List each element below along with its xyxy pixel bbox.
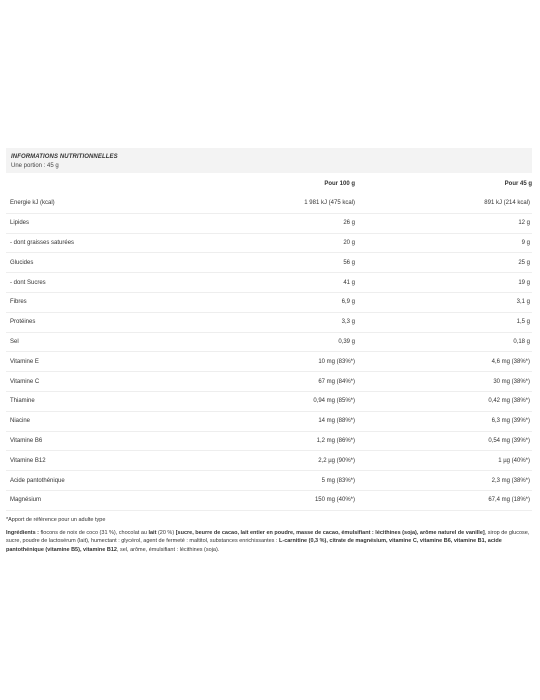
table-row — [6, 213, 532, 233]
portion-size: Une portion : 45 g — [11, 163, 59, 169]
table-row — [6, 332, 532, 352]
table-row — [6, 253, 532, 273]
ingredient-bold-segment: L-carnitine (0,3 %), citrate de magnésium, vitamine C, vitamine B6, vitamine B1, acide pantothénique (vitamine B5), vitamine B12 — [6, 538, 502, 553]
value-per-45g: 0,42 mg (38%*) — [355, 391, 532, 411]
table-row — [6, 471, 532, 491]
table-row — [6, 391, 532, 411]
value-per-45g: 9 g — [355, 233, 532, 253]
nutrition-panel — [6, 148, 532, 554]
value-per-45g: 4,6 mg (38%*) — [355, 352, 532, 372]
table-row — [6, 451, 532, 471]
value-per-45g: 2,3 mg (38%*) — [355, 471, 532, 491]
ingredient-segment: (20 %) — [156, 529, 176, 536]
value-per-100g: 0,39 g — [240, 332, 355, 352]
ingredient-segment: , sirop de glucose, sucre, poudre de lactosérum (lait), humectant : glycérol, agent de fermeté : maltitol, substances enrichissantes : — [6, 529, 530, 545]
nutrition-title: INFORMATIONS NUTRITIONNELLES — [11, 154, 118, 160]
ingredient-segment: flocons de noix de coco (31 %), chocolat au — [39, 529, 149, 536]
value-per-45g: 25 g — [355, 253, 532, 273]
ingredient-bold-segment: lait — [148, 529, 157, 536]
value-per-45g: 12 g — [355, 213, 532, 233]
value-per-100g: 14 mg (88%*) — [240, 411, 355, 431]
ingredient-segment: , sel, arôme, émulsifiant : lécithines (soja). — [116, 546, 220, 553]
label-column-header — [6, 173, 240, 194]
ingredients-list — [6, 529, 532, 555]
nutrient-label: Vitamine E — [6, 352, 240, 372]
value-per-100g: 10 mg (83%*) — [240, 352, 355, 372]
nutrient-label: Vitamine B6 — [6, 431, 240, 451]
table-row — [6, 312, 532, 332]
value-per-100g: 20 g — [240, 233, 355, 253]
nutrient-label: Thiamine — [6, 391, 240, 411]
table-row — [6, 352, 532, 372]
value-per-100g: 150 mg (40%*) — [240, 490, 355, 510]
value-per-100g: 2,2 µg (90%*) — [240, 451, 355, 471]
value-per-100g: 56 g — [240, 253, 355, 273]
nutrient-label: Glucides — [6, 253, 240, 273]
value-per-45g: 19 g — [355, 273, 532, 293]
table-row — [6, 292, 532, 312]
value-per-100g: 5 mg (83%*) — [240, 471, 355, 491]
value-per-45g: 0,18 g — [355, 332, 532, 352]
nutrient-label: Fibres — [6, 292, 240, 312]
value-per-45g: 1,5 g — [355, 312, 532, 332]
nutrient-label: - dont Sucres — [6, 273, 240, 293]
nutrient-label: Vitamine B12 — [6, 451, 240, 471]
nutrient-label: Lipides — [6, 213, 240, 233]
nutrient-label: Acide pantothénique — [6, 471, 240, 491]
value-per-45g: 3,1 g — [355, 292, 532, 312]
value-per-45g: 891 kJ (214 kcal) — [355, 194, 532, 213]
value-per-45g: 67,4 mg (18%*) — [355, 490, 532, 510]
value-per-100g: 67 mg (84%*) — [240, 372, 355, 392]
table-row — [6, 194, 532, 213]
table-row — [6, 233, 532, 253]
value-per-45g: 30 mg (38%*) — [355, 372, 532, 392]
value-per-100g: 26 g — [240, 213, 355, 233]
nutrient-label: Energie kJ (kcal) — [6, 194, 240, 213]
table-header-row — [6, 173, 532, 194]
value-per-45g: 6,3 mg (39%*) — [355, 411, 532, 431]
value-per-100g: 6,9 g — [240, 292, 355, 312]
value-per-45g: 1 µg (40%*) — [355, 451, 532, 471]
column-header-per-100g: Pour 100 g — [324, 180, 355, 187]
value-per-100g: 0,94 mg (85%*) — [240, 391, 355, 411]
table-row — [6, 431, 532, 451]
table-row — [6, 372, 532, 392]
nutrient-label: Protéines — [6, 312, 240, 332]
ingredient-bold-segment: [sucre, beurre de cacao, lait entier en poudre, masse de cacao, émulsifiant : lécithines (soja), arôme naturel de vanille] — [175, 529, 485, 536]
value-per-100g: 41 g — [240, 273, 355, 293]
reference-footnote: *Apport de référence pour un adulte type — [6, 516, 106, 523]
value-per-100g: 3,3 g — [240, 312, 355, 332]
nutrient-label: Vitamine C — [6, 372, 240, 392]
ingredient-bold-segment: Ingrédients : — [6, 529, 40, 536]
nutrition-header — [6, 148, 532, 173]
nutrition-table — [6, 173, 532, 511]
nutrient-label: Sel — [6, 332, 240, 352]
value-per-45g: 0,54 mg (39%*) — [355, 431, 532, 451]
value-per-100g: 1 981 kJ (475 kcal) — [240, 194, 355, 213]
column-header-per-45g: Pour 45 g — [504, 180, 532, 187]
nutrient-label: Magnésium — [6, 490, 240, 510]
table-row — [6, 490, 532, 510]
nutrient-label: - dont graisses saturées — [6, 233, 240, 253]
table-row — [6, 411, 532, 431]
value-per-100g: 1,2 mg (86%*) — [240, 431, 355, 451]
nutrient-label: Niacine — [6, 411, 240, 431]
table-row — [6, 273, 532, 293]
